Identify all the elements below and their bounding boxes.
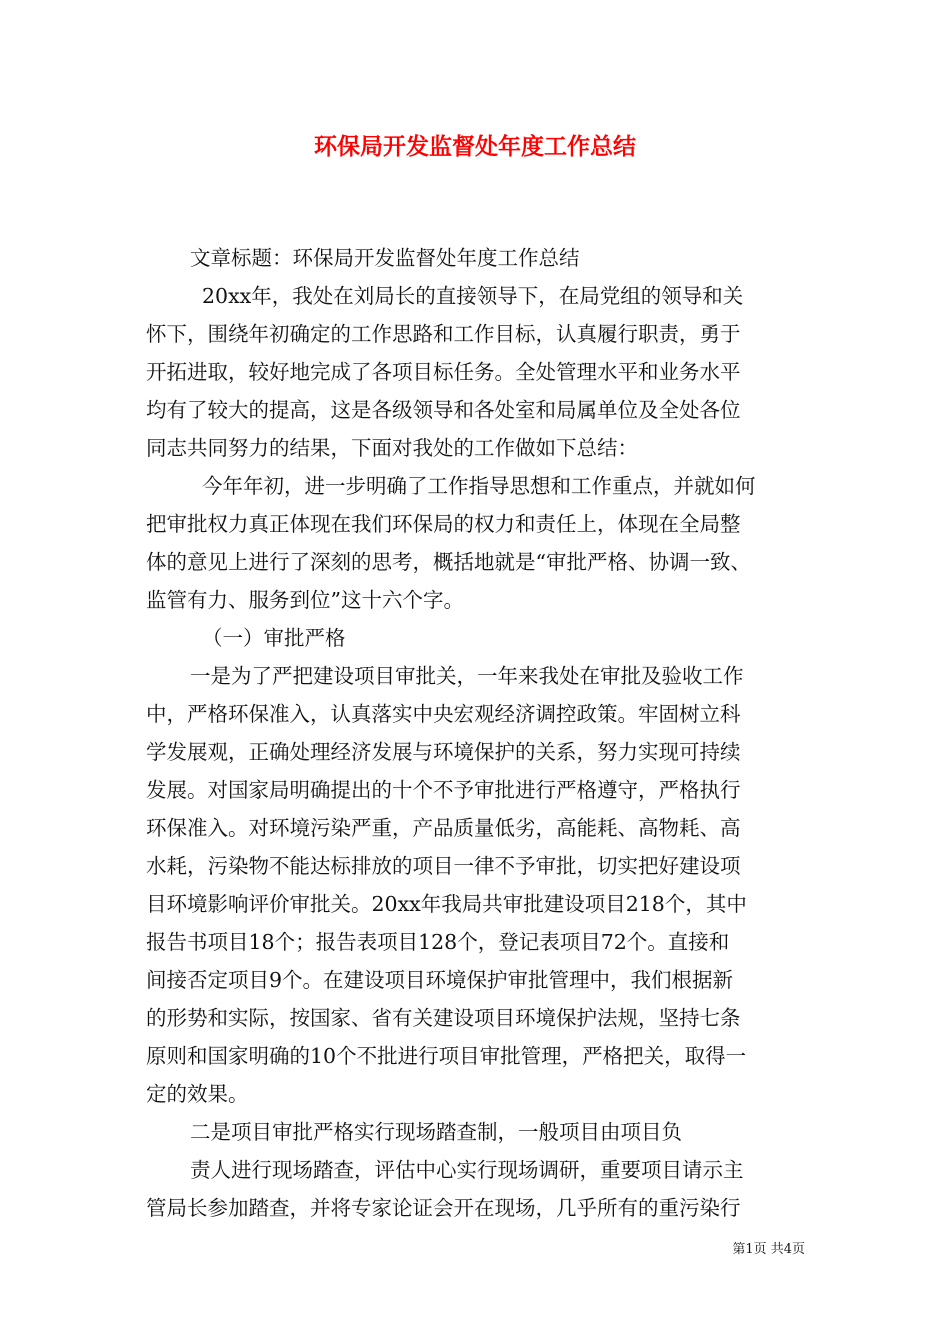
- text-line: 发展。对国家局明确提出的十个不予审批进行严格遵守，严格执行: [146, 778, 741, 802]
- text-line: 水耗，污染物不能达标排放的项目一律不予审批，切实把好建设项: [146, 854, 741, 878]
- text-line: 20xx年，我处在刘局长的直接领导下，在局党组的领导和关: [202, 284, 744, 308]
- text-line: 开拓进取，较好地完成了各项目标任务。全处管理水平和业务水平: [146, 360, 741, 384]
- page-title: 环保局开发监督处年度工作总结: [314, 134, 636, 160]
- text-line: 把审批权力真正体现在我们环保局的权力和责任上，体现在全局整: [146, 512, 741, 536]
- text-line: 今年年初，进一步明确了工作指导思想和工作重点，并就如何: [202, 474, 756, 498]
- text-line: 责人进行现场踏查，评估中心实行现场调研，重要项目请示主: [190, 1158, 744, 1182]
- text-line: 的形势和实际，按国家、省有关建设项目环境保护法规，坚持七条: [146, 1006, 741, 1030]
- text-line: 二是项目审批严格实行现场踏查制，一般项目由项目负: [190, 1120, 682, 1144]
- text-line: 学发展观，正确处理经济发展与环境保护的关系，努力实现可持续: [146, 740, 741, 764]
- text-line: 一是为了严把建设项目审批关，一年来我处在审批及验收工作: [190, 664, 744, 688]
- text-line: 文章标题：环保局开发监督处年度工作总结: [190, 246, 580, 270]
- page-footer: 第1页 共4页: [732, 1242, 805, 1257]
- text-line: 怀下，围绕年初确定的工作思路和工作目标，认真履行职责，勇于: [146, 322, 741, 346]
- text-line: 环保准入。对环境污染严重，产品质量低劣，高能耗、高物耗、高: [146, 816, 741, 840]
- text-line: 管局长参加踏查，并将专家论证会开在现场，几乎所有的重污染行: [146, 1196, 741, 1220]
- section-heading: （一）审批严格: [202, 626, 346, 650]
- text-line: 报告书项目18个；报告表项目128个，登记表项目72个。直接和: [146, 930, 730, 954]
- text-line: 目环境影响评价审批关。20xx年我局共审批建设项目218个，其中: [146, 892, 747, 916]
- text-line: 体的意见上进行了深刻的思考，概括地就是“审批严格、协调一致、: [146, 550, 751, 574]
- text-line: 间接否定项目9个。在建设项目环境保护审批管理中，我们根据新: [146, 968, 734, 992]
- text-line: 中，严格环保准入，认真落实中央宏观经济调控政策。牢固树立科: [146, 702, 741, 726]
- text-line: 原则和国家明确的10个不批进行项目审批管理，严格把关，取得一: [146, 1044, 747, 1068]
- text-line: 均有了较大的提高，这是各级领导和各处室和局属单位及全处各位: [146, 398, 741, 422]
- text-line: 监管有力、服务到位”这十六个字。: [146, 588, 464, 612]
- text-line: 定的效果。: [146, 1082, 249, 1106]
- text-line: 同志共同努力的结果，下面对我处的工作做如下总结：: [146, 436, 638, 460]
